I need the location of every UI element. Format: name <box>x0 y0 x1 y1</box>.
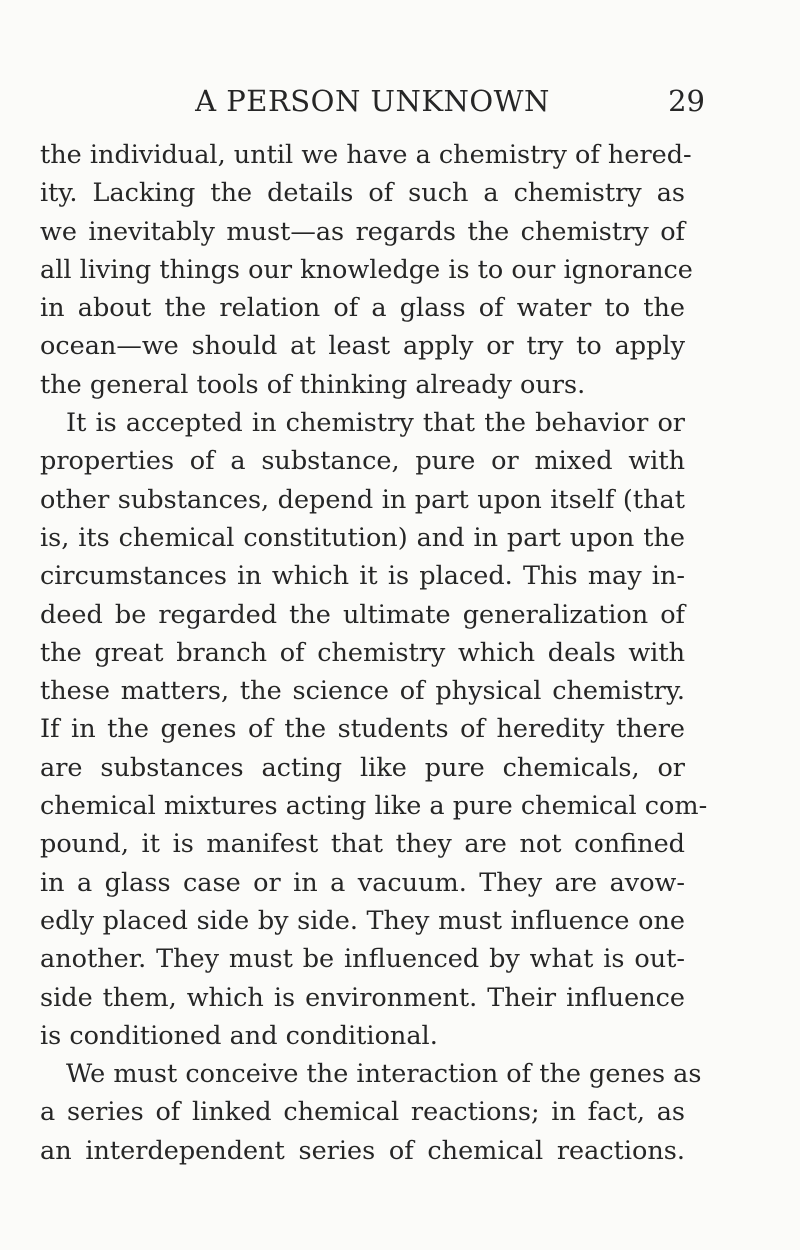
text-line: in a glass case or in a vacuum. They are avow- <box>40 867 685 898</box>
text-line: another. They must be influenced by what is out- <box>40 944 685 975</box>
text-line: in about the relation of a glass of water to the <box>40 293 685 324</box>
text-line: are substances acting like pure chemicals, or <box>40 752 685 783</box>
text-line: these matters, the science of physical chemistry. <box>40 676 685 707</box>
text-line: other substances, depend in part upon itself (that <box>40 484 685 515</box>
text-line: circumstances in which it is placed. This may in- <box>40 561 685 592</box>
text-line: the great branch of chemistry which deals with <box>40 637 685 668</box>
text-line: the general tools of thinking already ours. <box>40 369 586 400</box>
text-line: properties of a substance, pure or mixed with <box>40 446 685 477</box>
text-line: pound, it is manifest that they are not confined <box>40 829 685 860</box>
text-line: all living things our knowledge is to our ignorance <box>40 254 693 285</box>
text-line: is, its chemical constitution) and in part upon the <box>40 522 685 553</box>
text-line: It is accepted in chemistry that the behavior or <box>66 408 685 439</box>
text-line: is conditioned and conditional. <box>40 1020 438 1051</box>
text-line: deed be regarded the ultimate generalization of <box>40 599 685 630</box>
text-line: ocean—we should at least apply or try to apply <box>40 331 685 362</box>
text-line: We must conceive the interaction of the genes as <box>66 1059 702 1090</box>
body-text <box>40 136 708 1170</box>
text-line: edly placed side by side. They must influence one <box>40 905 685 936</box>
page-number: 29 <box>668 84 705 118</box>
text-line: chemical mixtures acting like a pure chemical com- <box>40 791 708 822</box>
text-line: a series of linked chemical reactions; in fact, as <box>40 1097 685 1128</box>
text-line: we inevitably must—as regards the chemistry of <box>40 216 685 247</box>
text-line: the individual, until we have a chemistry of hered- <box>40 140 692 170</box>
text-line: side them, which is environment. Their influence <box>40 982 685 1013</box>
text-line: If in the genes of the students of heredity there <box>40 714 685 745</box>
text-line: an interdependent series of chemical reactions. <box>40 1135 685 1166</box>
running-title: A PERSON UNKNOWN <box>195 84 550 118</box>
text-line: ity. Lacking the details of such a chemistry as <box>40 178 685 209</box>
running-head <box>40 84 705 124</box>
